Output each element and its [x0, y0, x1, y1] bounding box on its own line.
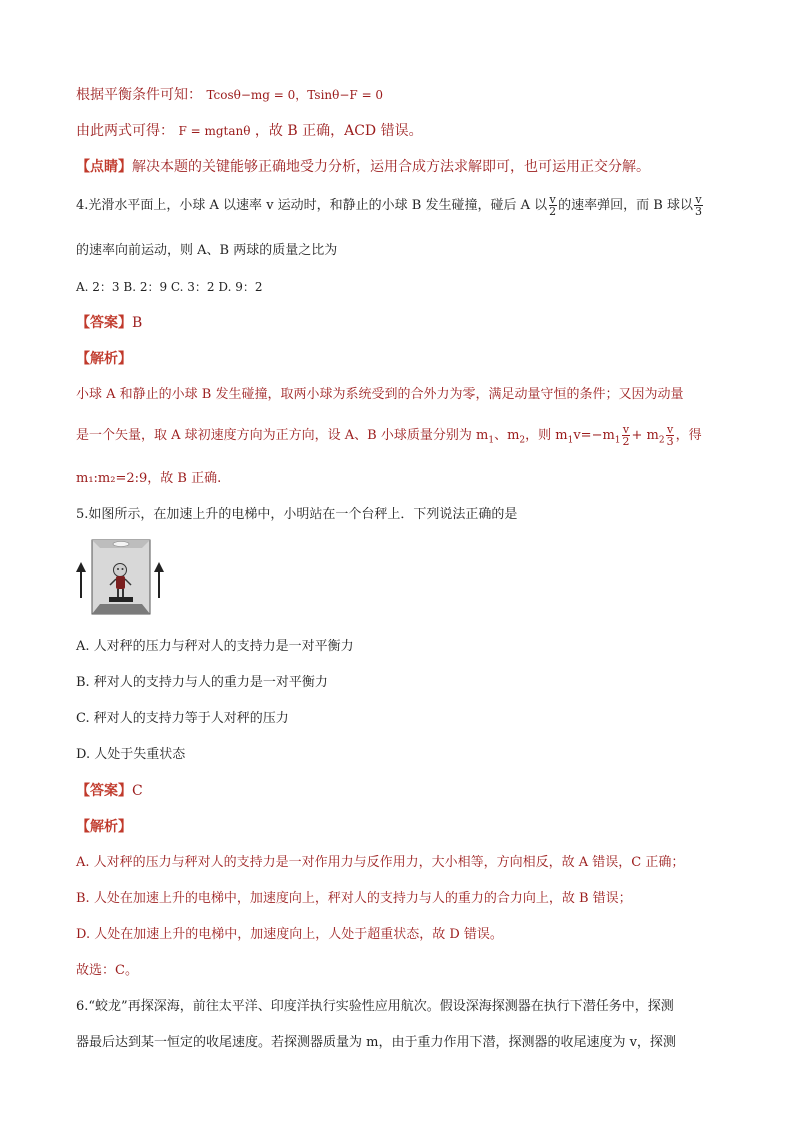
q5-analysis-b: B. 人处在加速上升的电梯中，加速度向上，秤对人的支持力与人的重力的合力向上，故 B 错误； [76, 891, 632, 906]
intro-note [76, 156, 650, 178]
intro-line1-label: 根据平衡条件可知： [76, 87, 202, 103]
frac2-den: 3 [694, 205, 702, 218]
q4-stem-b: 的速率弹回，而 B 球以 [558, 198, 693, 213]
intro-line-2 [76, 120, 423, 142]
q5-stem: 5.如图所示，在加速上升的电梯中，小明站在一个台秤上．下列说法正确的是 [76, 507, 518, 522]
frac2-num: v [695, 193, 702, 206]
q6-line-2: 器最后达到某一恒定的收尾速度。若探测器质量为 m，由于重力作用下潜，探测器的收尾速度为 v，探测 [76, 1035, 676, 1050]
q5-option-a: A. 人对秤的压力与秤对人的支持力是一对平衡力 [76, 639, 354, 654]
q5-answer-tag: 【答案】 [76, 783, 132, 799]
q4-answer [76, 312, 142, 334]
frac1-num: v [549, 193, 556, 206]
q4-answer-value: B [132, 315, 143, 331]
note-tag: 【点睛】 [76, 159, 132, 175]
elevator-figure [76, 538, 166, 620]
q4-analysis-line-3: m₁:m₂=2:9，故 B 正确. [76, 471, 222, 486]
q4-analysis-line-1: 小球 A 和静止的小球 B 发生碰撞，取两小球为系统受到的合外力为零，满足动量守恒的条件；又因为动量 [76, 387, 684, 402]
q4-analysis-line-2: 是一个矢量，取 A 球初速度方向为正方向，设 A、B 小球质量分别为 $m_1$、$m_2$，则 $m_1v=-m_1$ $\frac{v}{2}$ + $m_2$ $\frac{v}{3}$ ，得 [76, 423, 702, 448]
intro-line-1 [76, 84, 383, 106]
fraction-v-over-2 [548, 194, 557, 217]
note-text: 解决本题的关键能够正确地受力分析，运用合成方法求解即可，也可运用正交分解。 [132, 159, 650, 175]
up-arrow-left-icon [76, 562, 86, 598]
af1-den: 2 [622, 435, 630, 448]
q4-answer-tag: 【答案】 [76, 315, 132, 331]
q5-analysis-a: A. 人对秤的压力与秤对人的支持力是一对作用力与反作用力，大小相等，方向相反，故 A 错误，C 正确； [76, 855, 685, 870]
q4-analysis-2a: 是一个矢量，取 A 球初速度方向为正方向，设 A、B 小球质量分别为 m [76, 428, 489, 443]
q4-stem-a: 4.光滑水平面上，小球 A 以速率 v 运动时，和静止的小球 B 发生碰撞，碰后 A 以 [76, 198, 548, 213]
af2-den: 3 [666, 435, 674, 448]
fraction-v-over-3 [694, 194, 703, 217]
q5-option-d: D. 人处于失重状态 [76, 747, 186, 762]
frac1-den: 2 [549, 205, 557, 218]
intro-line2-label: 由此两式可得： [76, 123, 174, 139]
scale-icon [109, 597, 133, 602]
q4-stem-line-2: 的速率向前运动，则 A、B 两球的质量之比为 [76, 243, 338, 258]
q5-analysis-tag: 【解析】 [76, 819, 132, 835]
q4-analysis-2c: ，则 m [525, 428, 568, 443]
q4-analysis-2f: ，得 [675, 428, 702, 443]
intro-line2-tail: ，故 B 正确，ACD 错误。 [254, 123, 423, 139]
q4-analysis-2b: 、m [494, 428, 520, 443]
up-arrow-right-icon [154, 562, 164, 598]
q4-analysis-2d: v=−m [573, 428, 615, 443]
q6-line-1: 6.“蛟龙”再探深海，前往太平洋、印度洋执行实验性应用航次。假设深海探测器在执行下潜任务中，探测 [76, 999, 674, 1014]
analysis-fraction-v-over-2 [622, 424, 631, 447]
q5-answer-value: C [132, 783, 143, 799]
intro-line1-equation: Tcosθ−mg = 0，Tsinθ−F = 0 [206, 88, 384, 102]
q4-stem-line-1 [76, 194, 704, 217]
q4-options: A. 2：3 B. 2：9 C. 3：2 D. 9：2 [76, 280, 263, 294]
q5-answer [76, 780, 143, 802]
af2-num: v [667, 423, 674, 436]
analysis-fraction-v-over-3 [666, 424, 675, 447]
q5-conclusion: 故选：C。 [76, 963, 138, 978]
q5-option-c: C. 秤对人的支持力等于人对秤的压力 [76, 711, 289, 726]
q4-analysis-2e: + m [631, 428, 659, 443]
intro-line2-equation: F = mgtanθ [178, 124, 251, 138]
q4-analysis-tag: 【解析】 [76, 351, 132, 367]
af1-num: v [622, 423, 630, 436]
q5-option-b: B. 秤对人的支持力与人的重力是一对平衡力 [76, 675, 328, 690]
q5-analysis-d: D. 人处在加速上升的电梯中，加速度向上，人处于超重状态，故 D 错误。 [76, 927, 503, 942]
